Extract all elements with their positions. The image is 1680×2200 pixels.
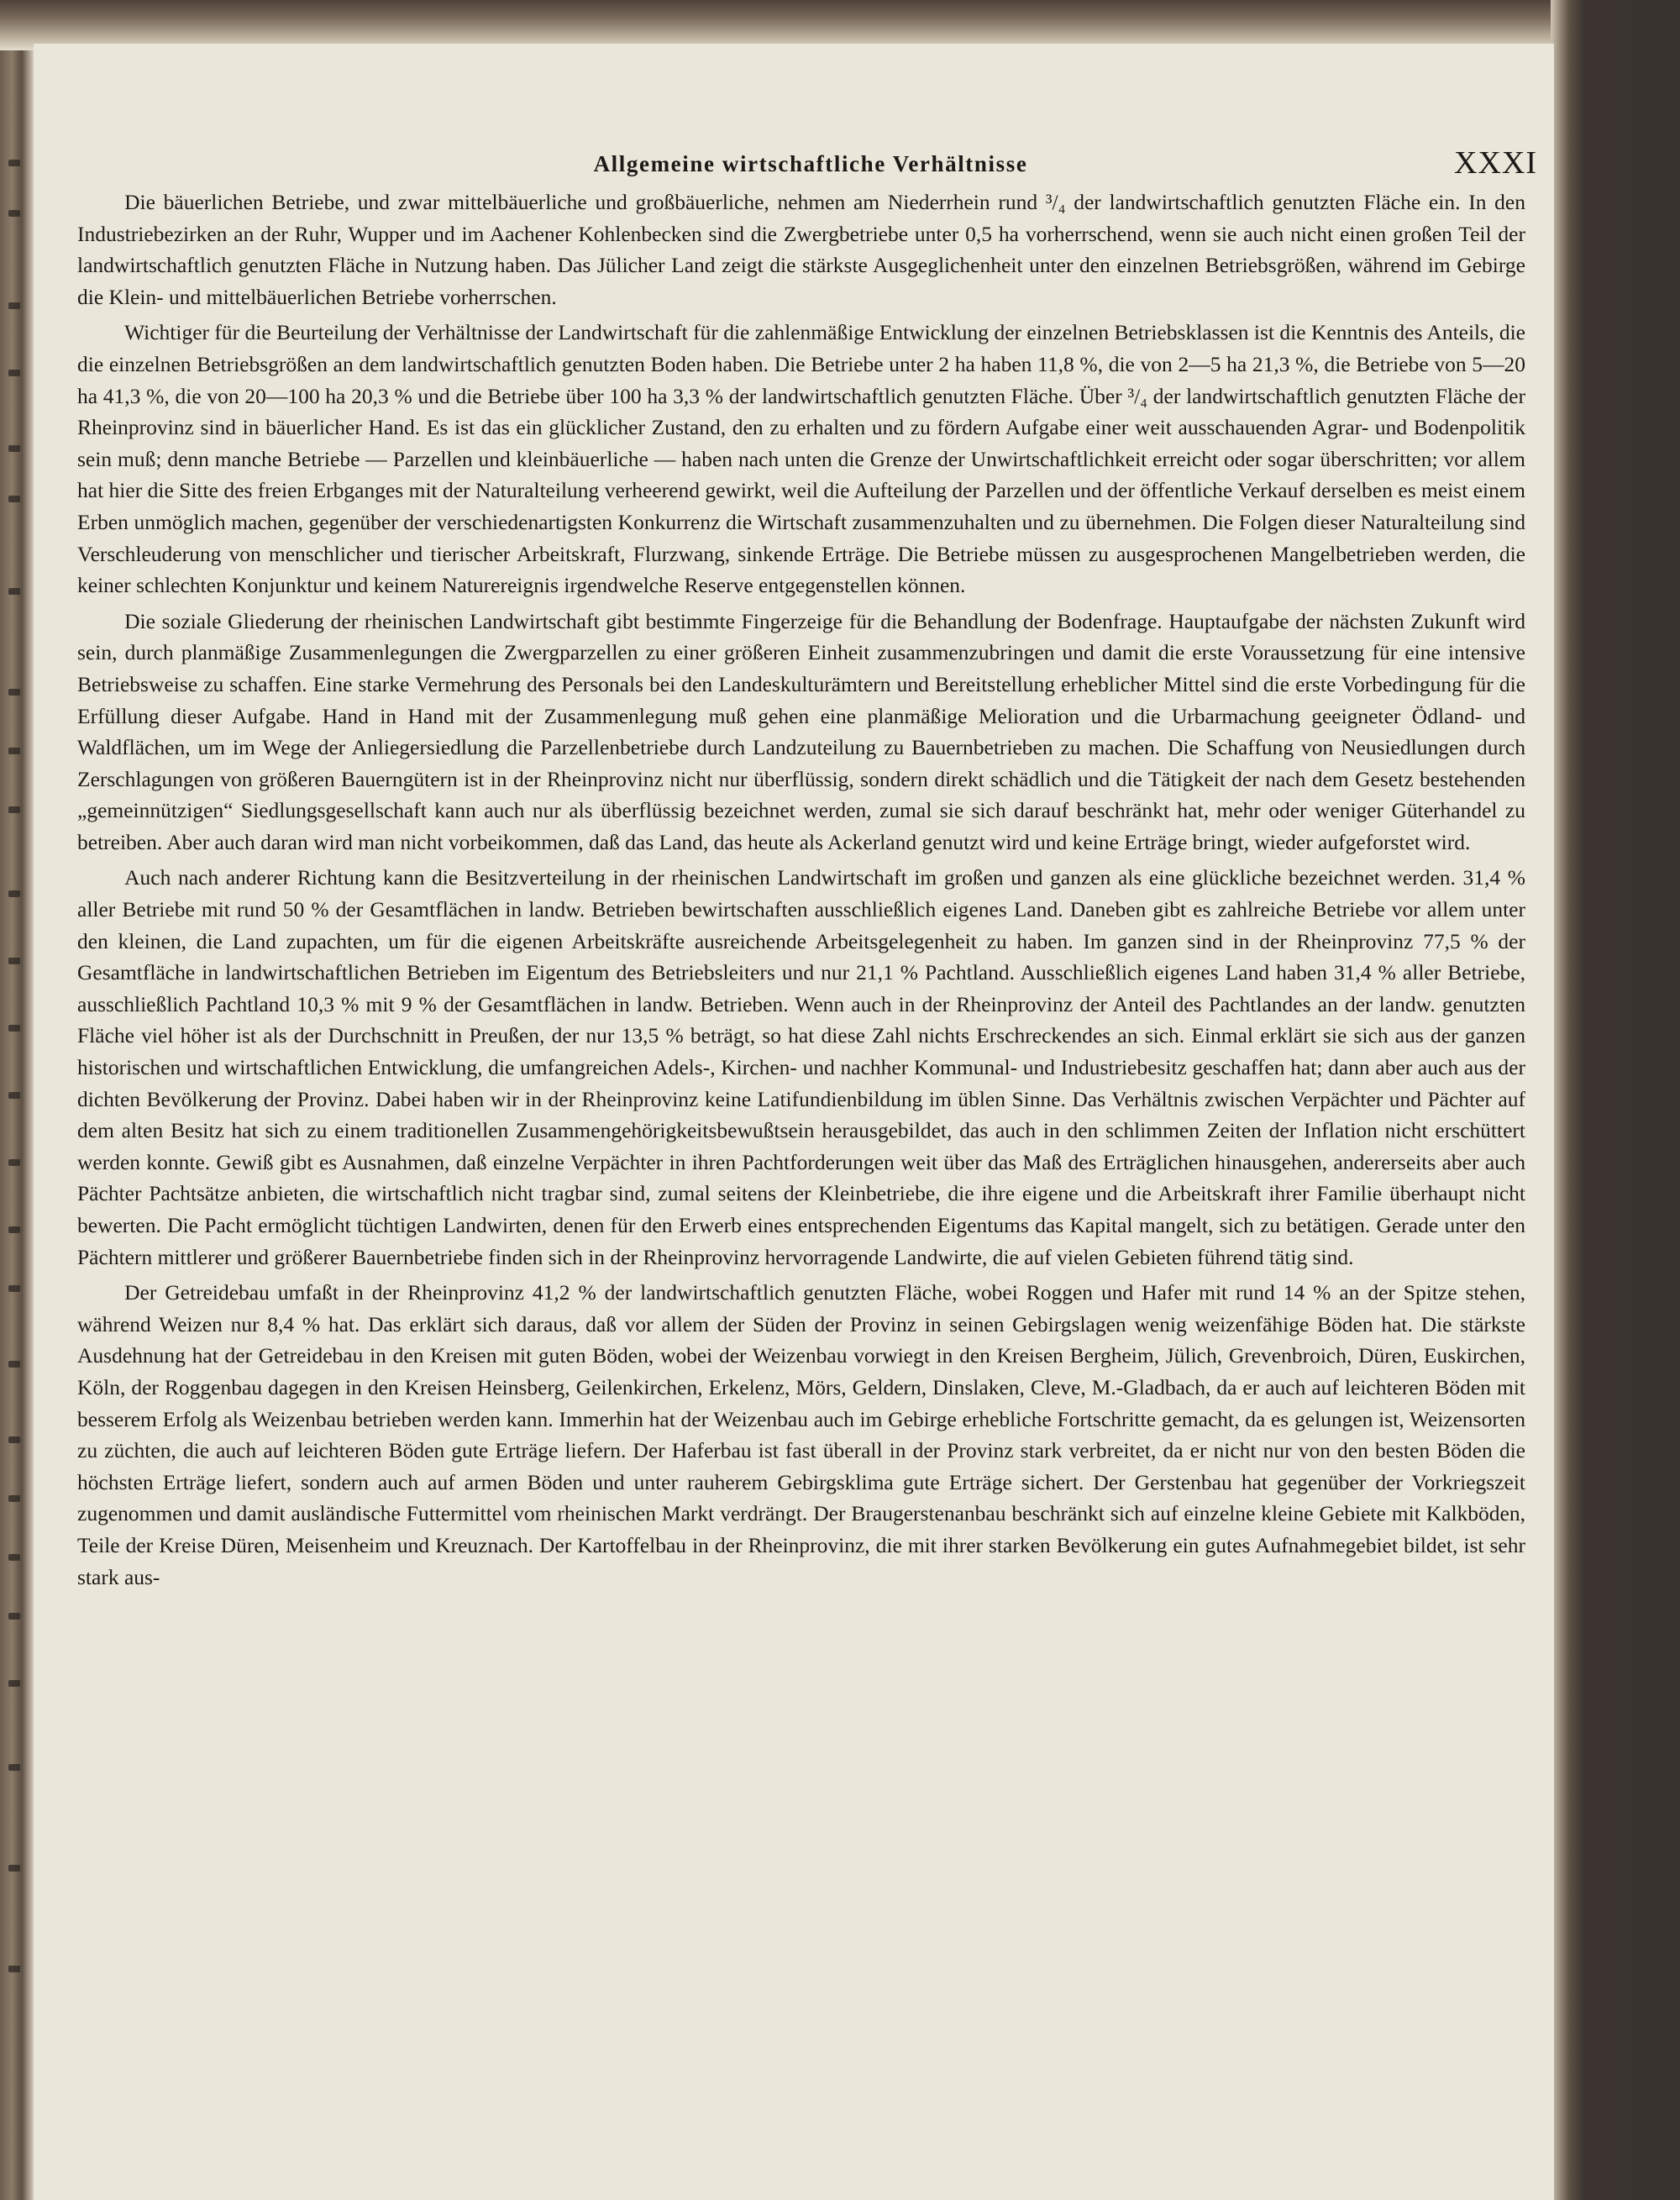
paragraph: Der Getreidebau umfaßt in der Rheinprovinz 41,2 % der landwirtschaftlich genutzten Fläche, wobei Roggen und Hafer mit rund 14 % an der Spitze stehen, während Weizen nur 8,4 % hat. Das erklärt sich daraus, daß vor allem der Süden der Provinz in seinen Gebirgslagen wenig weizenfähige Böden hat. Die stärkste Ausdehnung hat der Getreidebau in den Kreisen mit guten Böden, wobei der Weizenbau vorwiegt in den Kreisen Bergheim, Jülich, Grevenbroich, Düren, Euskirchen, Köln, der Roggenbau dagegen in den Kreisen Heinsberg, Geilenkirchen, Erkelenz, Mörs, Geldern, Dinslaken, Cleve, M.-Gladbach, da er auch auf leichteren Böden mit besserem Erfolg als Weizenbau betrieben werden kann. Immerhin hat der Weizenbau auch im Gebirge erhebliche Fortschritte gemacht, da es gelungen ist, Weizensorten zu züchten, die auch auf leichteren Böden gute Erträge liefern. Der Haferbau ist fast überall in der Provinz stark verbreitet, da er nicht nur von den besten Böden die höchsten Erträge liefert, sondern auch auf armen Böden und unter rauherem Gebirgsklima gute Erträge sichert. Der Gerstenbau hat gegenüber der Vorkriegszeit zugenommen und damit ausländische Futtermittel vom rheinischen Markt verdrängt. Der Braugerstenanbau beschränkt sich auf einzelne kleine Gebiete mit Kalkböden, Teile der Kreise Düren, Meisenheim und Kreuznach. Der Kartoffelbau in der Rheinprovinz, die mit ihrer starken Bevölkerung ein gutes Aufnahmegebiet bildet, ist sehr stark aus- xyxy=(77,1280,1525,1589)
running-title: Allgemeine wirtschaftliche Verhältnisse xyxy=(593,151,1028,176)
book-page xyxy=(34,44,1554,2200)
paragraph: Auch nach anderer Richtung kann die Besitzverteilung in der rheinischen Landwirtschaft im großen und ganzen als eine glückliche bezeichnet werden. 31,4 % aller Betriebe mit rund 50 % der Gesamtflächen in landw. Betrieben bewirtschaften ausschließlich eigenes Land. Daneben gibt es zahlreiche Betriebe vor allem unter den kleinen, die Land zupachten, um für die eigenen Arbeitskräfte ausreichende Arbeitsgelegenheit zu haben. Im ganzen sind in der Rheinprovinz 77,5 % der Gesamtfläche in landwirtschaftlichen Betrieben im Eigentum des Betriebsleiters und nur 21,1 % Pachtland. Ausschließlich eigenes Land haben 31,4 % aller Betriebe, ausschließlich Pachtland 10,3 % mit 9 % der Gesamtflächen in landw. Betrieben. Wenn auch in der Rheinprovinz der Anteil des Pachtlandes an der landw. genutzten Fläche viel höher ist als der Durchschnitt in Preußen, der nur 13,5 % beträgt, so hat diese Zahl nichts Erschreckendes an sich. Einmal erklärt sie sich aus der ganzen historischen und wirtschaftlichen Entwicklung, die umfangreichen Adels-, Kirchen- und nachher Kommunal- und Industriebesitz geschaffen hat; dann aber auch aus der dichten Bevölkerung der Provinz. Dabei haben wir in der Rheinprovinz keine Latifundienbildung im üblen Sinne. Das Verhältnis zwischen Verpächter und Pächter auf dem alten Besitz hat sich zu einem traditionellen Zusammengehörigkeitsbewußtsein herausgebildet, das auch in den schlimmen Zeiten der Inflation nicht erschüttert werden konnte. Gewiß gibt es Ausnahmen, daß einzelne Verpächter in ihren Pachtforderungen weit über das Maß des Erträglichen hinausgehen, andererseits aber auch Pächter Pachtsätze anbieten, die wirtschaftlich nicht tragbar sind, zumal seitens der Kleinbetriebe, die ihre eigene und die Arbeitskraft ihrer Familie überhaupt nicht bewerten. Die Pacht ermöglicht tüchtigen Landwirten, denen für den Erwerb eines entsprechenden Eigentums das Kapital mangelt, sich zu betätigen. Gerade unter den Pächtern mittlerer und größerer Bauernbetriebe finden sich in der Rheinprovinz hervorragende Landwirte, die auf vielen Gebieten führend tätig sind. xyxy=(77,865,1525,1269)
paragraph: Wichtiger für die Beurteilung der Verhältnisse der Landwirtschaft für die zahlenmäßige Entwicklung der einzelnen Betriebsklassen ist die Kenntnis des Anteils, die die einzelnen Betriebsgrößen an dem landwirtschaftlich genutzten Boden haben. Die Betriebe unter 2 ha haben 11,8 %, die von 2—5 ha 21,3 %, die Betriebe von 5—20 ha 41,3 %, die von 20—100 ha 20,3 % und die Betriebe über 100 ha 3,3 % der landwirtschaftlich genutzten Fläche. Über ³/₄ der landwirtschaftlich genutzten Fläche der Rheinprovinz sind in bäuerlicher Hand. Es ist das ein glücklicher Zustand, den zu erhalten und zu fördern Aufgabe einer weit ausschauenden Agrar- und Bodenpolitik sein muß; denn manche Betriebe — Parzellen und kleinbäuerliche — haben nach unten die Grenze der Unwirtschaftlichkeit erreicht oder sogar überschritten; vor allem hat hier die Sitte des freien Erbganges mit der Naturalteilung verheerend gewirkt, weil die Aufteilung der Parzellen und der öffentliche Verkauf derselben es meist einem Erben unmöglich machen, gegenüber der verschiedenartigsten Konkurrenz die Wirtschaft zusammenzuhalten und zu übernehmen. Die Folgen dieser Naturalteilung sind Verschleuderung von menschlicher und tierischer Arbeitskraft, Flurzwang, sinkende Erträge. Die Betriebe müssen zu ausgesprochenen Mangelbetrieben werden, die keiner schlechten Konjunktur und keinem Naturereignis irgendwelche Reserve entgegenstellen können. xyxy=(77,320,1525,598)
body-text xyxy=(77,186,1525,2186)
running-header xyxy=(84,141,1537,183)
right-page-edge xyxy=(1551,0,1680,2200)
paragraph: Die soziale Gliederung der rheinischen Landwirtschaft gibt bestimmte Fingerzeige für die Behandlung der Bodenfrage. Hauptaufgabe der nächsten Zukunft wird sein, durch planmäßige Zusammenlegungen die Zwergparzellen zu einer größeren Einheit zusammenzubringen und damit die erste Voraussetzung für eine intensive Betriebsweise zu schaffen. Eine starke Vermehrung des Personals bei den Landeskulturämtern und Bereitstellung erheblicher Mittel sind die erste Vorbedingung für die Erfüllung dieser Aufgabe. Hand in Hand mit der Zusammenlegung muß gehen eine planmäßige Melioration und die Urbarmachung geeigneter Ödland- und Waldflächen, um im Wege der Anliegersiedlung die Parzellenbetriebe durch Landzuteilung zu Bauernbetrieben zu machen. Die Schaffung von Neusiedlungen durch Zerschlagungen von größeren Bauerngütern ist in der Rheinprovinz nicht nur überflüssig, sondern direkt schädlich und die Tätigkeit der nach dem Gesetz bestehenden „gemeinnützigen“ Siedlungsgesellschaft kann auch nur als überflüssig bezeichnet werden, zumal sie sich darauf beschränkt hat, mehr oder weniger Güterhandel zu betreiben. Aber auch daran wird man nicht vorbeikommen, daß das Land, das heute als Ackerland genutzt wird und keine Erträge bringt, wieder aufgeforstet wird. xyxy=(77,608,1525,854)
top-page-edge xyxy=(0,0,1562,50)
paragraph: Die bäuerlichen Betriebe, und zwar mittelbäuerliche und großbäuerliche, nehmen am Niederrhein rund ³/₄ der landwirtschaftlich genutzten Fläche ein. In den Industriebezirken an der Ruhr, Wupper und im Aachener Kohlenbecken sind die Zwergbetriebe unter 0,5 ha vorherrschend, wenn sie auch nicht einen großen Teil der landwirtschaftlich genutzten Fläche in Nutzung haben. Das Jülicher Land zeigt die stärkste Ausgeglichenheit unter den einzelnen Betriebsgrößen, während im Gebirge die Klein- und mittelbäuerlichen Betriebe vorherrschen. xyxy=(77,190,1525,309)
previous-page-margin xyxy=(0,50,29,2066)
page-number: XXXI xyxy=(1454,145,1537,181)
